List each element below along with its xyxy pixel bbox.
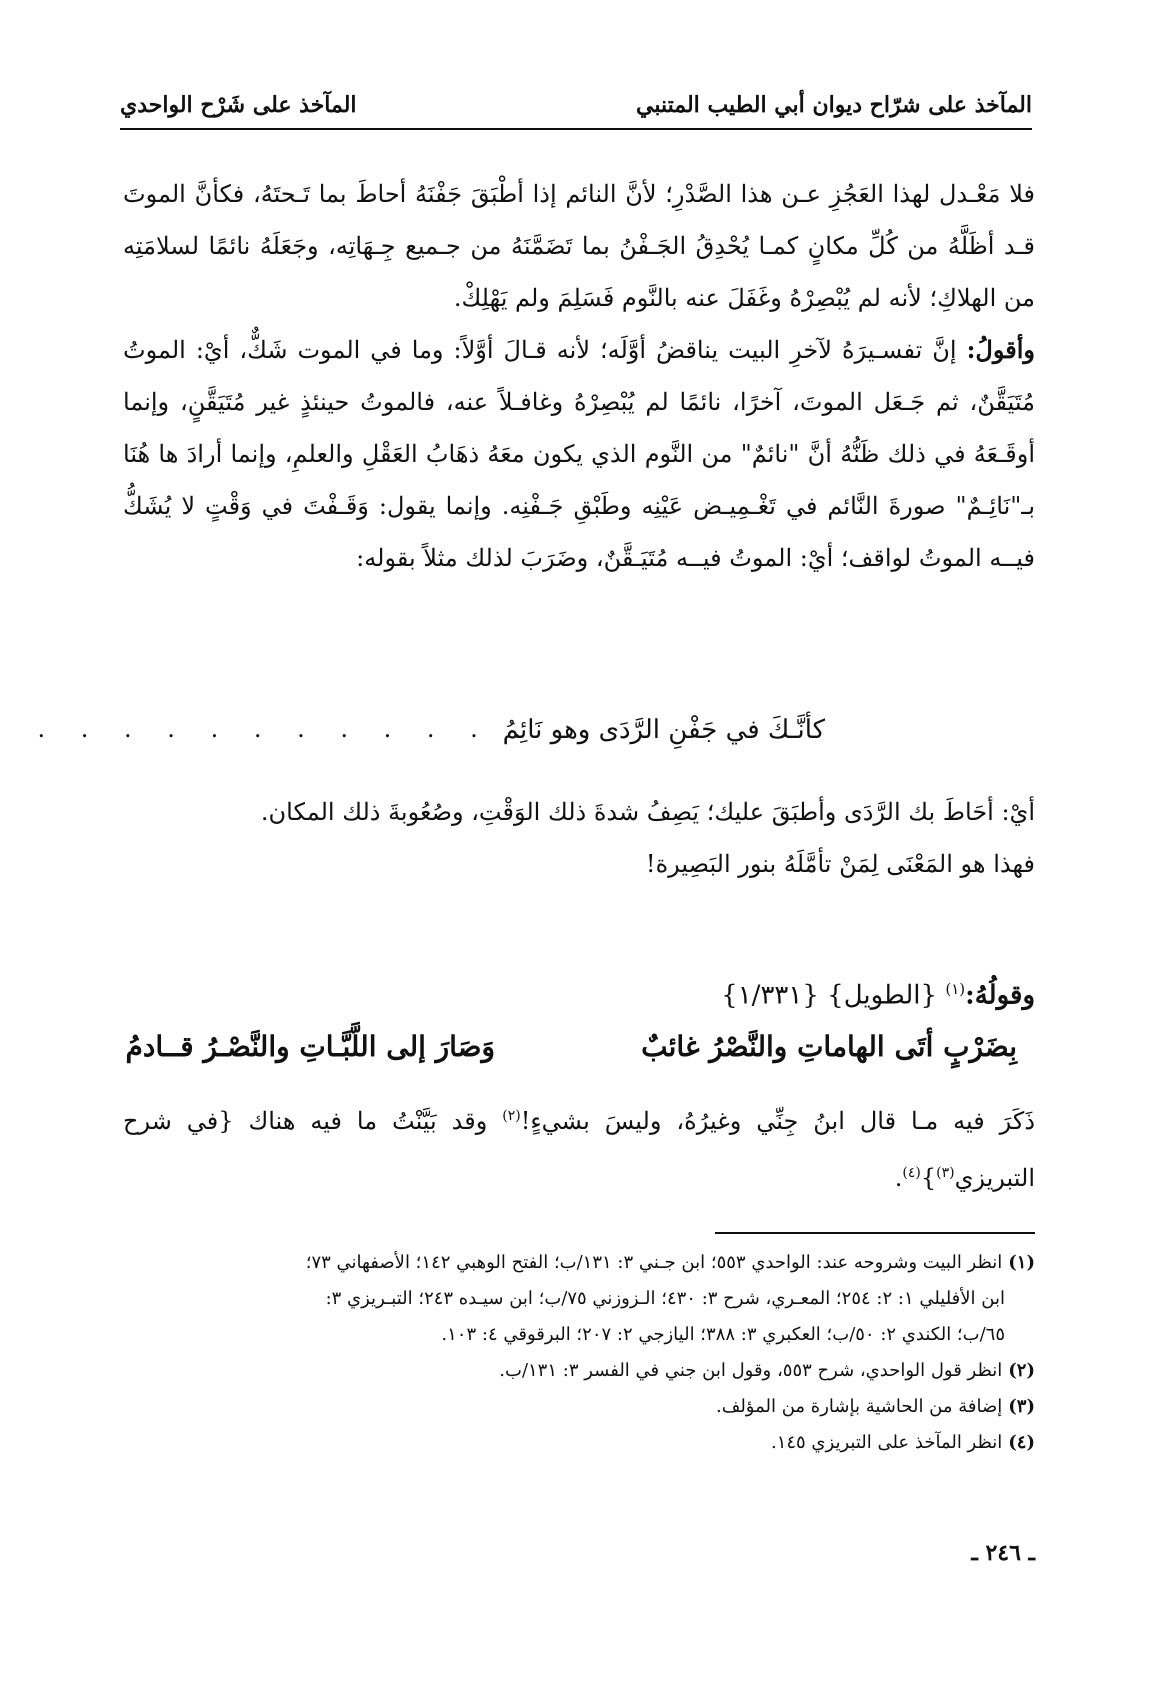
footnote-2-number: (٢)	[1008, 1360, 1035, 1381]
footnote-3	[123, 1389, 1035, 1425]
book-title: المآخذ على شرّاح ديوان أبي الطيب المتنبي	[636, 92, 1032, 118]
entry-heading	[721, 980, 1035, 1011]
footnote-3-text: إضافة من الحاشية بإشارة من المؤلف.	[715, 1396, 1003, 1417]
footnote-rule	[715, 1232, 1035, 1234]
quoted-hemistich: كأنَّـكَ في جَفْنِ الرَّدَى وهو نَائِمُ	[502, 715, 825, 745]
running-header	[120, 84, 1032, 128]
footnote-marker-1[interactable]: (١)	[945, 980, 966, 998]
footnote-marker-2[interactable]: (٢)	[502, 1108, 521, 1124]
paragraph-1: فلا مَعْـدل لهذا العَجُزِ عـن هذا الصَّدْرِ؛ لأنَّ النائم إذا أطْبَقَ جَفْنَهُ أحاطَ بما تَـحتَهُ، فكأنَّ الموتَ قـد أظَلَّهُ من كُلِّ مكانٍ كمـا يُحْدِقُ الجَـفْنُ بما تَضَمَّنَهُ من جـميع جِـهَاتِه، وجَعَلَهُ نائمًا لسلامَتِه من الهلاكِ؛ لأنه لم يُبْصِرْهُ وغَفَلَ عنه بالنَّوم فَسَلِمَ ولم يَهْلِكْ.	[123, 180, 1035, 312]
footnote-3-number: (٣)	[1008, 1396, 1035, 1417]
verse	[123, 1030, 1035, 1078]
footnotes	[123, 1245, 1035, 1461]
footnote-1-line-1: انظر البيت وشروحه عند: الواحدي ٥٥٣؛ ابن جـني ٣: ١٣١/ب؛ الفتح الوهبي ١٤٢؛ الأصفهاني ٧٣؛	[305, 1252, 1003, 1273]
paragraph-2-lead: وأقولُ:	[966, 335, 1035, 364]
footnote-4-number: (٤)	[1008, 1432, 1035, 1453]
footnote-4	[123, 1425, 1035, 1461]
footnote-1-number: (١)	[1008, 1252, 1035, 1273]
page-number: ـ ٢٤٦ ـ	[971, 1540, 1035, 1566]
paragraph-2	[123, 324, 1035, 584]
section-title: المآخذ على شَرْح الواحدي	[120, 92, 357, 118]
post-quote-paragraph-2: فهذا هو المَعْنَى لِمَنْ تأمَّلَهُ بنور البَصِيرة!	[645, 850, 1035, 878]
footnote-marker-4[interactable]: (٤)	[902, 1165, 921, 1181]
verse-first-hemistich: بِضَرْبٍ أتَى الهاماتِ والنَّصْرُ غائبٌ	[641, 1030, 1017, 1063]
footnote-2-text: انظر قول الواحدي، شرح ٥٥٣، وقول ابن جني في الفسر ٣: ١٣١/ب.	[499, 1360, 1003, 1381]
quote-ellipsis: . . . . . . . . . . . .	[37, 715, 535, 743]
entry-commentary-c: }	[920, 1164, 937, 1192]
footnote-1	[123, 1245, 1035, 1281]
footnote-1-cont-2: ٦٥/ب؛ الكندي ٢: ٥٠/ب؛ العكبري ٣: ٣٨٨؛ اليازجي ٢: ٢٠٧؛ البرقوقي ٤: ١٠٣.	[441, 1324, 1005, 1345]
entry-commentary	[123, 1090, 1035, 1204]
footnote-marker-3[interactable]: (٣)	[936, 1165, 955, 1181]
post-quote-text	[123, 786, 1035, 890]
post-quote-paragraph-1: أيْ: أحَاطَ بك الرَّدَى وأطبَقَ عليك؛ يَصِفُ شدةَ ذلك الوَقْتِ، وصُعُوبةَ ذلك المكان.	[260, 798, 1035, 826]
entry-name: وقولُهُ:	[965, 980, 1035, 1011]
entry-commentary-d: .	[894, 1164, 903, 1192]
entry-commentary-b: وقد بَيَّنْتُ ما فيه هناك {في شرح التبريزي	[123, 1107, 1035, 1192]
entry-commentary-a: ذَكَرَ فيه مـا قال ابنُ جِنِّي وغيرُهُ، وليسَ بشيءٍ!	[520, 1107, 1036, 1135]
meter-label: {الطويل}	[827, 980, 938, 1011]
footnote-1-cont-1: ابن الأفليلي ١: ٢: ٢٥٤؛ المعـري، شرح ٣: ٤٣٠؛ الـزوزني ٧٥/ب؛ ابن سيـده ٢٤٣؛ التبـريزي ٣:	[325, 1288, 1005, 1309]
paragraph-2-text: إنَّ تفسـيرَهُ لآخرِ البيت يناقضُ أوَّلَه؛ لأنه قـالَ أوَّلاً: وما في الموت شَكٌّ، أيْ: الموتُ مُتَيَقَّنٌ، ثم جَـعَل الموتَ، آخرًا، نائمًا لم يُبْصِرْهُ وغافـلاً عنه، فالموتُ حينئذٍ غير مُتَيَقَّنٍ، وإنما أوقَـعَهُ في ذلك ظَنُّهُ أنَّ "نائمٌ" من النَّوم الذي يكون معَهُ ذهَابُ العَقْلِ والعلمِ، وإنما أرادَ ها هُنَا بـ"نَائِـمٌ" صورةَ النَّائم في تَغْـمِيـض عَيْنِه وطَبْقِ جَـفْنِه. وإنما يقول: وَقَـفْتَ في وَقْتٍ لا يُشَكُّ فيــه الموتُ لواقف؛ أيْ: الموتُ فيــه مُتَيَـقَّنٌ، وضَرَبَ لذلك مثلاً بقوله:	[123, 336, 1035, 572]
commentary-body	[123, 168, 1035, 584]
header-rule	[120, 128, 1032, 130]
footnote-2	[123, 1353, 1035, 1389]
footnote-4-text: انظر المآخذ على التبريزي ١٤٥.	[770, 1432, 1003, 1453]
verse-reference: {١/٣٣١}	[721, 980, 819, 1011]
verse-second-hemistich: وَصَارَ إلى اللَّبَّـاتِ والنَّصْـرُ قــادمُ	[125, 1030, 495, 1063]
